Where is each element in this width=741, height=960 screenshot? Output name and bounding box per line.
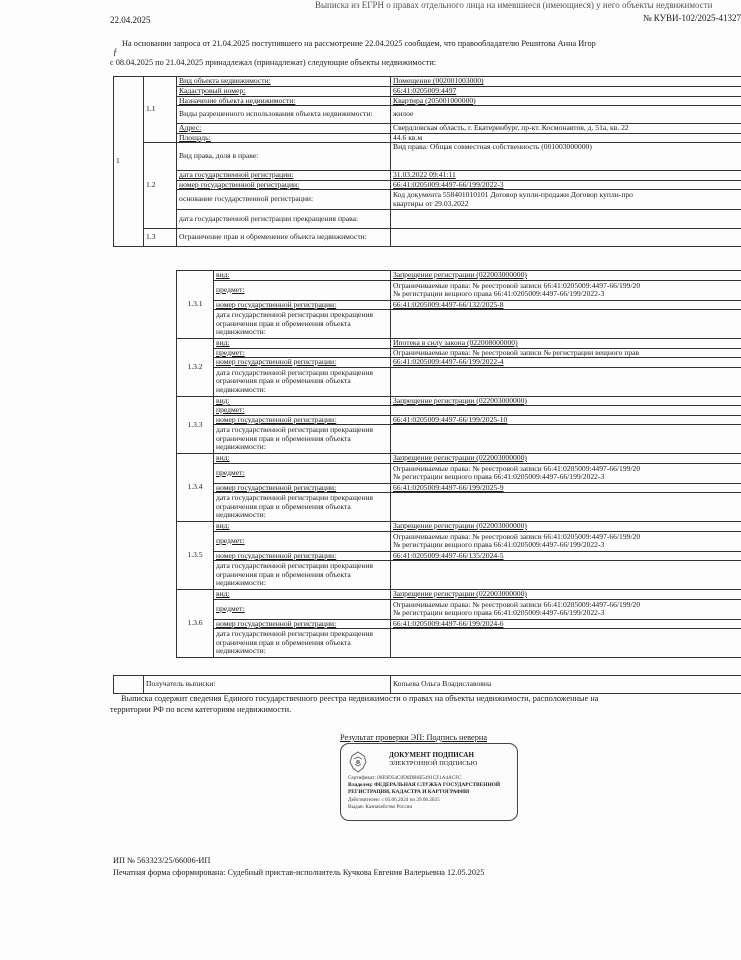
value-reg-date: 31.03.2022 09:41:11 (391, 171, 741, 181)
value-reg-number: 66:41:0205009:4497-66/199/2022-3 (391, 180, 741, 190)
sub-label-vid: вид: (214, 590, 391, 600)
sub-predmet-line2: № регистрации вещного права 66:41:0205009:4497-66/199/2022-3 (393, 608, 605, 617)
encumbrance-header: Ограничение прав и обременение объекта недвижимости: (177, 229, 391, 247)
value-object-type: Помещение (002001003000) (391, 77, 741, 87)
sub-value-predmet (391, 348, 741, 358)
sub-predmet-line1: Ограничиваемые права: № реестровой записи 66:41:0205009:4497-66/199/20 (393, 599, 641, 609)
e-signature-stamp (340, 743, 518, 821)
header-number: № КУВИ-102/2025-41327 (642, 13, 741, 23)
object-number: 1 (114, 77, 144, 247)
value-reg-basis-line1: Код документа 558401010101 Договор купли-продажи Договор купли-про (393, 190, 633, 199)
footer-line-2: территории РФ по всем категориям недвижимости. (110, 705, 292, 714)
sub-label-data-prekr: дата государственной регистрации прекращения ограничения прав и обременения объекта недвижимости: (214, 425, 391, 454)
sub-label-vid: вид: (214, 339, 391, 349)
margin-mark: ƒ (113, 47, 118, 57)
recipient-value: Копьева Ольга Владиславовна (391, 676, 741, 694)
value-reg-basis-line2: квартиры от 29.03.2022 (393, 198, 469, 208)
sub-label-predmet: предмет: (214, 406, 391, 416)
recipient-label: Получатель выписки: (144, 676, 391, 694)
sub-predmet-line1: Ограничиваемые права: № реестровой записи № регистрации вещного прав (393, 348, 640, 357)
sub-value-nomer: 66:41:0205009:4497-66/199/2025-10 (391, 415, 741, 425)
sub-label-predmet: предмет: (214, 531, 391, 551)
sub-label-data-prekr: дата государственной регистрации прекращения ограничения прав и обременения объекта недвижимости: (214, 310, 391, 339)
coat-of-arms-icon (345, 749, 371, 775)
sub-value-vid: Запрещение регистрации (022003000000) (391, 590, 741, 600)
sub-num: 1.3.4 (177, 454, 214, 522)
sub-value-nomer: 66:41:0205009:4497-66/199/2024-6 (391, 619, 741, 629)
sub-predmet-line2: № регистрации вещного права 66:41:0205009:4497-66/199/2022-3 (393, 540, 605, 549)
sub-predmet-line2: № регистрации вещного права 66:41:0205009:4497-66/199/2022-3 (393, 289, 605, 298)
value-purpose: Квартира (205001000000) (391, 96, 741, 106)
header-date: 22.04.2025 (110, 15, 151, 25)
value-reg-termination (391, 210, 741, 229)
stamp-title-1: ДОКУМЕНТ ПОДПИСАН (389, 751, 474, 759)
sub-label-data-prekr: дата государственной регистрации прекращения ограничения прав и обременения объекта недвижимости: (214, 367, 391, 396)
sub-predmet-line2: № регистрации вещного права 66:41:0205009:4497-66/199/2022-3 (393, 472, 605, 481)
footer-line-1: Выписка содержит сведения Единого государственного реестра недвижимости о правах на объекты недвижимости, расположенные на (121, 694, 599, 703)
sub-value-vid: Запрещение регистрации (022003000000) (391, 454, 741, 464)
stamp-owner-1: Владелец: ФЕДЕРАЛЬНАЯ СЛУЖБА ГОСУДАРСТВЕННОЙ (348, 782, 501, 788)
stamp-cert: Сертификат: 00E9D54C0D0DB6E5491CF1A4ACFC (348, 775, 462, 781)
enforcement-number: ИП № 563323/25/66006-ИП (113, 856, 211, 865)
sub-num: 1.3.3 (177, 396, 214, 454)
sub-label-data-prekr: дата государственной регистрации прекращения ограничения прав и обременения объекта недвижимости: (214, 561, 391, 590)
stamp-title-2: ЭЛЕКТРОННОЙ ПОДПИСЬЮ (389, 760, 478, 767)
sub-label-nomer: номер государственной регистрации: (214, 483, 391, 493)
sub-label-predmet: предмет: (214, 280, 391, 300)
header-title: Выписка из ЕГРН о правах отдельного лица на имевшиеся (имеющиеся) у него объекты недвижимости (315, 0, 713, 10)
section-num-1-3: 1.3 (144, 229, 177, 247)
encumbrance-header-value (391, 229, 741, 247)
recipient-table (113, 675, 741, 694)
sub-label-predmet: предмет: (214, 463, 391, 483)
sub-value-predmet (391, 406, 741, 416)
section-num-1-2: 1.2 (144, 143, 177, 229)
sub-value-vid: Запрещение регистрации (022003000000) (391, 271, 741, 281)
sub-label-nomer: номер государственной регистрации: (214, 619, 391, 629)
value-reg-basis (391, 190, 741, 210)
value-right-type: Вид права: Общая совместная собственность (001003000000) (391, 143, 741, 171)
sub-label-nomer: номер государственной регистрации: (214, 551, 391, 561)
sub-label-vid: вид: (214, 271, 391, 281)
sub-label-predmet: предмет: (214, 348, 391, 358)
sub-label-vid: вид: (214, 396, 391, 406)
label-reg-termination: дата государственной регистрации прекращения права: (177, 210, 391, 229)
label-reg-basis: основание государственной регистрации: (177, 190, 391, 210)
sub-value-data-prekr (391, 493, 741, 522)
stamp-owner-2: РЕГИСТРАЦИИ, КАДАСТРА И КАРТОГРАФИИ (348, 789, 470, 795)
sub-label-nomer: номер государственной регистрации: (214, 415, 391, 425)
sub-value-predmet (391, 531, 741, 551)
sub-value-nomer: 66:41:0205009:4497-66/199/2022-4 (391, 358, 741, 368)
sub-num: 1.3.2 (177, 339, 214, 397)
sub-predmet-line1: Ограничиваемые права: № реестровой записи 66:41:0205009:4497-66/199/20 (393, 531, 641, 541)
label-reg-number: номер государственной регистрации: (177, 180, 391, 190)
encumbrance-table (176, 270, 741, 658)
intro-line-1: На основании запроса от 21.04.2025 поступившего на рассмотрение 22.04.2025 сообщаем, что правообладателю Решитова Анна Игор (122, 39, 596, 48)
sub-value-predmet (391, 599, 741, 619)
value-permitted-use: жилое (391, 106, 741, 124)
sub-value-data-prekr (391, 629, 741, 658)
value-cadastral: 66:41:0205009:4497 (391, 87, 741, 97)
sub-value-nomer: 66:41:0205009:4497-66/135/2024-5 (391, 551, 741, 561)
sub-label-nomer: номер государственной регистрации: (214, 300, 391, 310)
sub-value-vid: Ипотека в силу закона (022008000000) (391, 339, 741, 349)
signature-verify-result: Результат проверки ЭП: Подпись неверна (340, 733, 487, 742)
sub-num: 1.3.1 (177, 271, 214, 339)
sub-label-vid: вид: (214, 454, 391, 464)
label-permitted-use: Виды разрешенного использования объекта недвижимости: (177, 106, 391, 124)
sub-value-nomer: 66:41:0205009:4497-66/132/2025-8 (391, 300, 741, 310)
label-address: Адрес: (177, 124, 391, 134)
sub-value-data-prekr (391, 561, 741, 590)
label-right-type: Вид права, доля в праве: (177, 143, 391, 171)
sub-label-data-prekr: дата государственной регистрации прекращения ограничения прав и обременения объекта недвижимости: (214, 493, 391, 522)
label-reg-date: дата государственной регистрации: (177, 171, 391, 181)
sub-num: 1.3.5 (177, 522, 214, 590)
value-area: 44.6 кв.м (391, 133, 741, 143)
value-address: Свердловская область, г. Екатеринбург, пр-кт. Космонавтов, д. 51а, кв. 22 (391, 124, 741, 134)
label-cadastral: Кадастровый номер: (177, 87, 391, 97)
sub-value-vid: Запрещение регистрации (022003000000) (391, 522, 741, 532)
sub-label-predmet: предмет: (214, 599, 391, 619)
sub-value-nomer: 66:41:0205009:4497-66/199/2025-9 (391, 483, 741, 493)
recipient-blank (114, 676, 144, 694)
printed-by: Печатная форма сформирована: Судебный пристав-исполнитель Кучкова Евгения Валерьевна 12.05.2025 (113, 868, 485, 877)
sub-value-data-prekr (391, 310, 741, 339)
label-object-type: Вид объекта недвижимости: (177, 77, 391, 87)
intro-line-2: с 08.04.2025 по 21.04.2025 принадлежал (принадлежат) следующие объекты недвижимости: (110, 58, 437, 67)
sub-value-data-prekr (391, 425, 741, 454)
sub-value-predmet (391, 280, 741, 300)
sub-predmet-line1: Ограничиваемые права: № реестровой записи 66:41:0205009:4497-66/199/20 (393, 463, 641, 473)
rights-table (113, 76, 741, 247)
sub-num: 1.3.6 (177, 590, 214, 658)
sub-label-data-prekr: дата государственной регистрации прекращения ограничения прав и обременения объекта недвижимости: (214, 629, 391, 658)
label-area: Площадь: (177, 133, 391, 143)
sub-value-vid: Запрещение регистрации (022003000000) (391, 396, 741, 406)
section-num-1-1: 1.1 (144, 77, 177, 143)
stamp-valid: Действителен: с 05.06.2024 по 29.08.2025 (348, 797, 440, 803)
sub-value-predmet (391, 463, 741, 483)
sub-label-nomer: номер государственной регистрации: (214, 358, 391, 368)
stamp-issuer: Выдан: Казначейство России (348, 804, 413, 810)
label-purpose: Назначение объекта недвижимости: (177, 96, 391, 106)
sub-label-vid: вид: (214, 522, 391, 532)
sub-value-data-prekr (391, 367, 741, 396)
sub-predmet-line1: Ограничиваемые права: № реестровой записи 66:41:0205009:4497-66/199/20 (393, 280, 641, 290)
